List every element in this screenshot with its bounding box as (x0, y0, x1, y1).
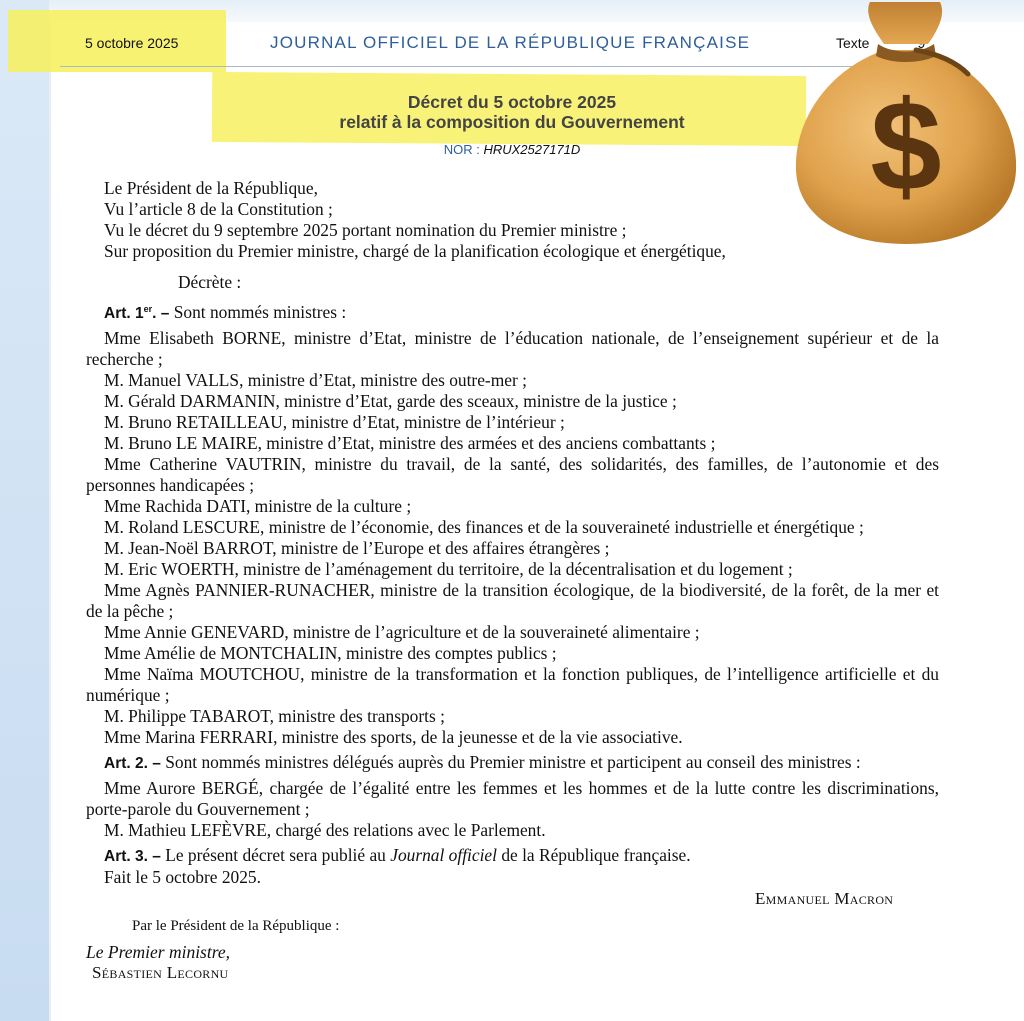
fait-le: Fait le 5 octobre 2025. (104, 867, 261, 887)
minister-item: Mme Agnès PANNIER-RUNACHER, ministre de la transition écologique, de la biodiversité, de la forêt, de la mer et de la pêche ; (86, 580, 939, 621)
texte-label: Texte (836, 35, 870, 51)
decrete-label: Décrète : (178, 272, 242, 292)
article-2-label: Art. 2. – (104, 755, 161, 772)
minister-item: Mme Elisabeth BORNE, ministre d’Etat, ministre de l’éducation nationale, de l’enseignement supérieur et de la recherche ; (86, 328, 939, 369)
minister-item: M. Bruno LE MAIRE, ministre d’Etat, ministre des armées et des anciens combattants ; (104, 433, 716, 453)
minister-item: M. Gérald DARMANIN, ministre d’Etat, garde des sceaux, ministre de la justice ; (104, 391, 677, 411)
journal-title: JOURNAL OFFICIEL DE LA RÉPUBLIQUE FRANÇAISE (270, 33, 751, 52)
minister-item: M. Jean-Noël BARROT, ministre de l’Europe et des affaires étrangères ; (104, 538, 610, 558)
article-1-label: Art. 1er. – (104, 304, 170, 322)
journal-officiel-italic: Journal officiel (390, 845, 497, 865)
minister-item: M. Bruno RETAILLEAU, ministre d’Etat, ministre de l’intérieur ; (104, 412, 565, 432)
minister-item: M. Manuel VALLS, ministre d’Etat, ministre des outre-mer ; (104, 370, 527, 390)
prime-minister-title: Le Premier ministre, (86, 942, 231, 962)
article-3-heading: Art. 3. – Le présent décret sera publié au Journal officiel de la République française. (104, 845, 691, 865)
preamble-line: Le Président de la République, (104, 178, 318, 198)
preamble-line: Sur proposition du Premier ministre, chargé de la planification écologique et énergétique, (104, 241, 726, 261)
article-2-text: Sont nommés ministres délégués auprès du Premier ministre et participent au conseil des ministres : (160, 752, 861, 772)
header-date: 5 octobre 2025 (85, 35, 179, 51)
par-le-president: Par le Président de la République : (132, 918, 340, 934)
decree-title (212, 92, 812, 132)
article-1-text: Sont nommés ministres : (169, 302, 347, 322)
minister-item: Mme Rachida DATI, ministre de la culture ; (104, 496, 412, 516)
minister-item: Mme Catherine VAUTRIN, ministre du travail, de la santé, des solidarités, des familles, de l’autonomie et des personnes handicapées ; (86, 454, 939, 495)
decree-body (86, 178, 939, 888)
nor-reference (212, 142, 812, 157)
minister-item: M. Philippe TABAROT, ministre des transports ; (104, 706, 445, 726)
nor-label: NOR : (443, 142, 480, 157)
article-1-heading (86, 299, 939, 324)
president-signature: Emmanuel Macron (755, 889, 894, 908)
dollar-sign: $ (870, 75, 942, 218)
minister-item: M. Eric WOERTH, ministre de l’aménagement du territoire, de la décentralisation et du logement ; (104, 559, 793, 579)
minister-item: Mme Annie GENEVARD, ministre de l’agriculture et de la souveraineté alimentaire ; (104, 622, 700, 642)
money-bag-icon (788, 0, 1024, 250)
minister-item: Mme Naïma MOUTCHOU, ministre de la transformation et la fonction publiques, de l’intelligence artificielle et du numérique ; (86, 664, 939, 705)
page-edge (49, 22, 51, 1021)
nor-code: HRUX2527171D (483, 142, 581, 157)
decree-title-line2: relatif à la composition du Gouvernement (339, 112, 685, 132)
preamble-line: Vu l’article 8 de la Constitution ; (104, 199, 333, 219)
delegate-minister-item: M. Mathieu LEFÈVRE, chargé des relations avec le Parlement. (104, 820, 546, 840)
decree-title-line1: Décret du 5 octobre 2025 (407, 92, 617, 112)
article-3-label: Art. 3. – (104, 848, 161, 865)
minister-item: M. Roland LESCURE, ministre de l’économie, des finances et de la souveraineté industrielle et énergétique ; (104, 517, 864, 537)
article-2-heading (86, 752, 939, 774)
left-margin-band (0, 0, 49, 1021)
minister-item: Mme Amélie de MONTCHALIN, ministre des comptes publics ; (104, 643, 557, 663)
preamble-line: Vu le décret du 9 septembre 2025 portant nomination du Premier ministre ; (104, 220, 627, 240)
delegate-minister-item: Mme Aurore BERGÉ, chargée de l’égalité entre les femmes et les hommes et de la lutte contre les discriminations, porte-parole du Gouvernement ; (86, 778, 939, 819)
prime-minister-name: Sébastien Lecornu (92, 963, 229, 982)
minister-item: Mme Marina FERRARI, ministre des sports, de la jeunesse et de la vie associative. (104, 727, 683, 747)
